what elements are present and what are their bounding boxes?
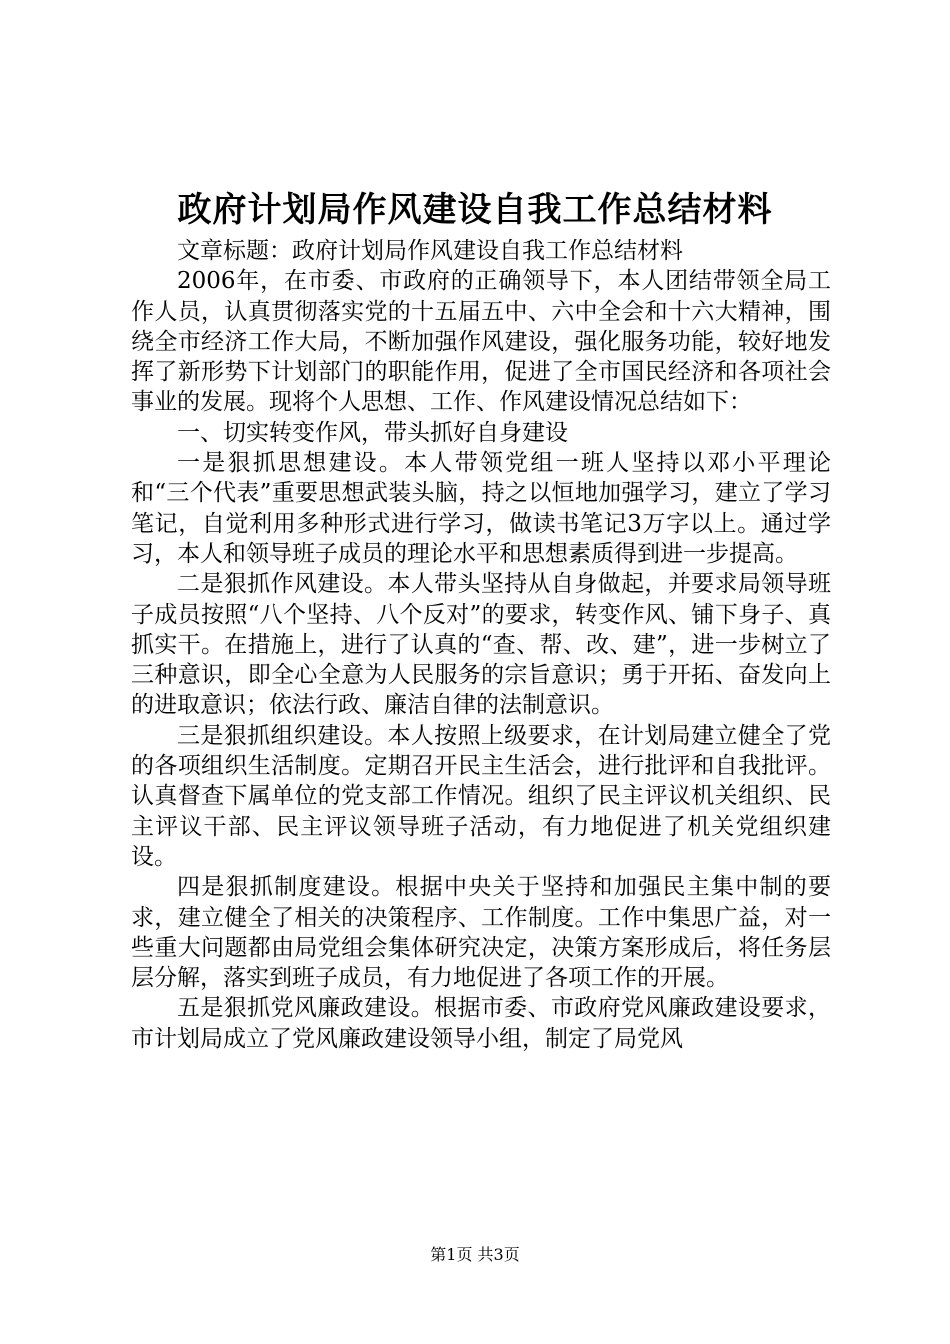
paragraph-intro: 2006年，在市委、市政府的正确领导下，本人团结带领全局工作人员，认真贯彻落实党的十五届五中、六中全会和十六大精神，围绕全市经济工作大局，不断加强作风建设，强化服务功能，较好地发挥了新形势下计划部门的职能作用，促进了全市国民经济和各项社会事业的发展。现将个人思想、工作、作风建设情况总结如下： — [131, 268, 831, 416]
paragraph-article-heading: 文章标题：政府计划局作风建设自我工作总结材料 — [177, 238, 683, 264]
page-footer: 第1页 共3页 — [430, 1245, 520, 1264]
paragraph-ideology: 一是狠抓思想建设。本人带领党组一班人坚持以邓小平理论和“三个代表”重要思想武装头脑，持之以恒地加强学习，建立了学习笔记，自觉利用多种形式进行学习，做读书笔记3万字以上。通过学习，本人和领导班子成员的理论水平和思想素质得到进一步提高。 — [131, 450, 831, 567]
document-title: 政府计划局作风建设自我工作总结材料 — [177, 190, 773, 230]
document-body — [131, 236, 831, 1054]
section-heading-1: 一、切实转变作风，带头抓好自身建设 — [177, 419, 568, 446]
paragraph-organization: 三是狠抓组织建设。本人按照上级要求，在计划局建立健全了党的各项组织生活制度。定期召开民主生活会，进行批评和自我批评。认真督查下属单位的党支部工作情况。组织了民主评议机关组织、民主评议干部、民主评议领导班子活动，有力地促进了机关党组织建设。 — [131, 722, 831, 870]
paragraph-integrity: 五是狠抓党风廉政建设。根据市委、市政府党风廉政建设要求，市计划局成立了党风廉政建设领导小组，制定了局党风 — [131, 995, 831, 1052]
paragraph-work-style: 二是狠抓作风建设。本人带头坚持从自身做起，并要求局领导班子成员按照“八个坚持、八个反对”的要求，转变作风、铺下身子、真抓实干。在措施上，进行了认真的“查、帮、改、建”，进一步树立了三种意识，即全心全意为人民服务的宗旨意识；勇于开拓、奋发向上的进取意识；依法行政、廉洁自律的法制意识。 — [131, 571, 831, 719]
paragraph-system: 四是狠抓制度建设。根据中央关于坚持和加强民主集中制的要求，建立健全了相关的决策程序、工作制度。工作中集思广益，对一些重大问题都由局党组会集体研究决定，决策方案形成后，将任务层层分解，落实到班子成员，有力地促进了各项工作的开展。 — [131, 874, 831, 992]
